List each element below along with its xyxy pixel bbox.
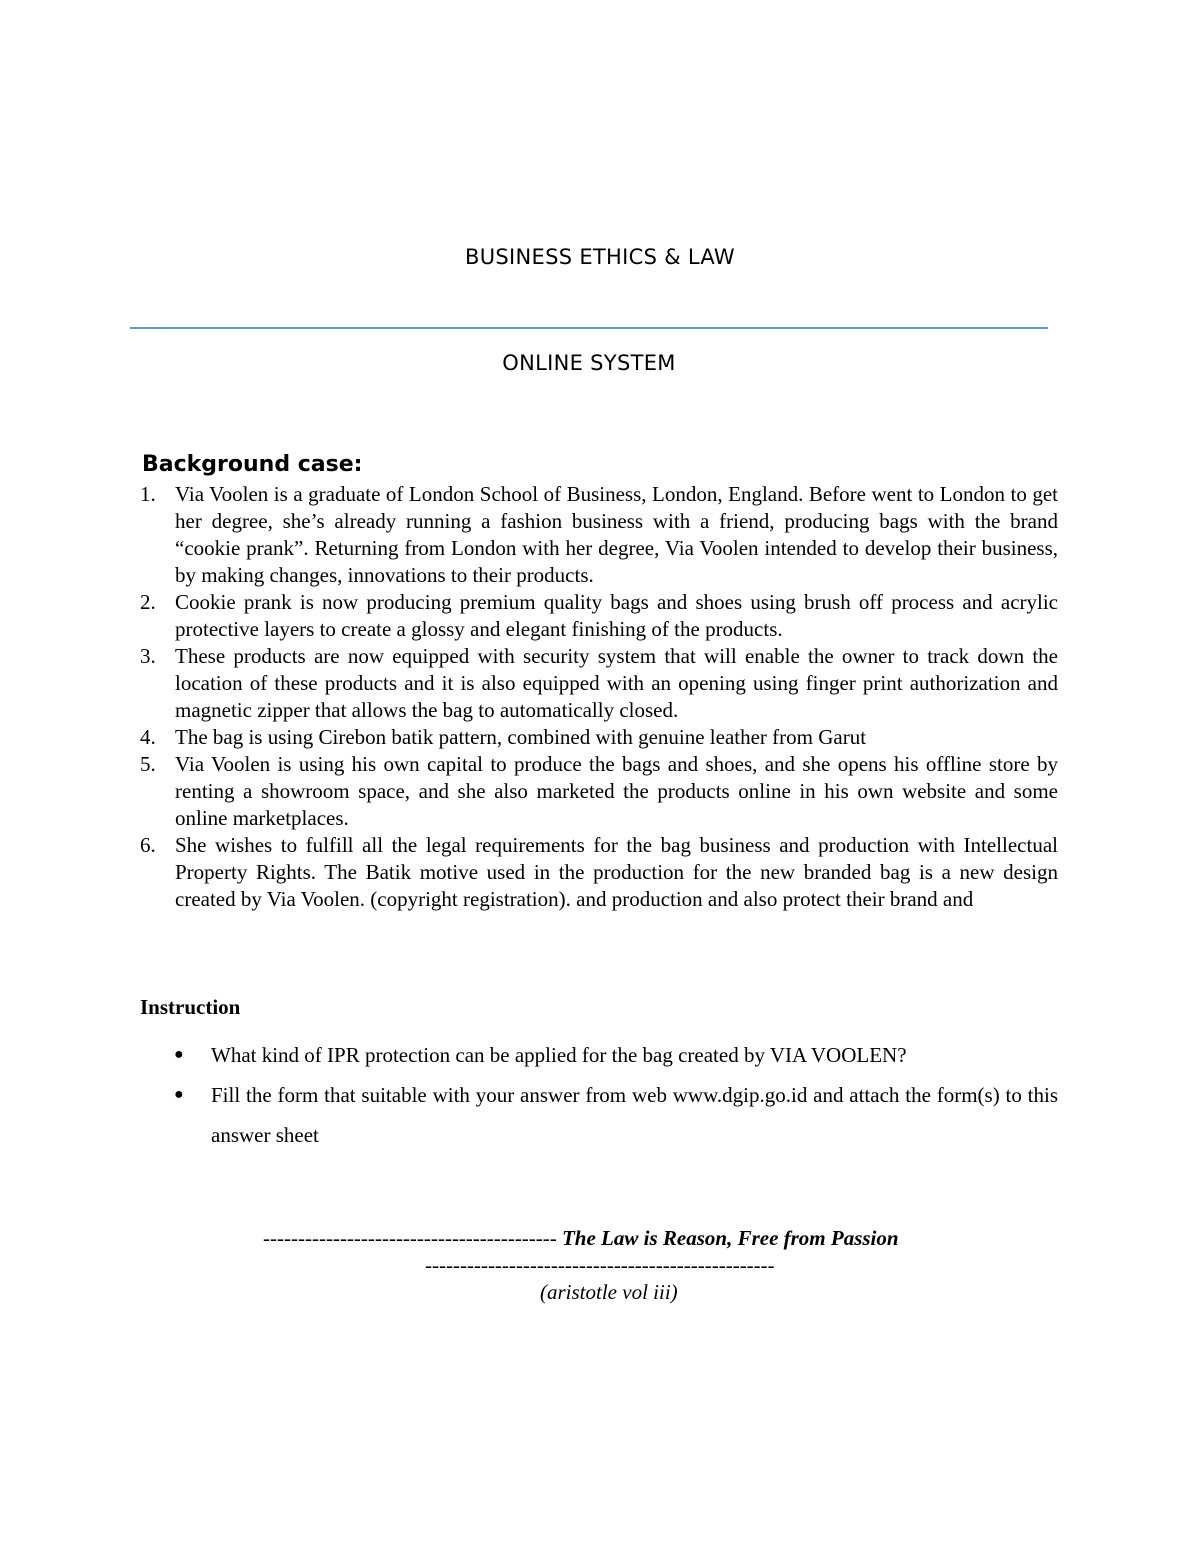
list-item	[140, 481, 1058, 589]
list-item	[140, 832, 1058, 913]
instruction-text: Fill the form that suitable with your answer from web www.dgip.go.id and attach the form(s) to this answer sheet	[211, 1083, 1058, 1147]
list-item-number: 2.	[140, 590, 156, 614]
background-list	[140, 481, 1058, 913]
list-item-text: Via Voolen is using his own capital to produce the bags and shoes, and she opens his offline store by renting a showroom space, and she also marketed the products online in his own website and some online marketplaces.	[175, 752, 1058, 830]
list-item	[140, 589, 1058, 643]
instruction-item	[140, 1075, 1058, 1155]
bullet-icon: ●	[174, 1046, 184, 1063]
list-item-text: The bag is using Cirebon batik pattern, combined with genuine leather from Garut	[175, 725, 867, 749]
instruction-heading: Instruction	[140, 995, 241, 1019]
list-item-number: 5.	[140, 752, 156, 776]
list-item-number: 6.	[140, 833, 156, 857]
title-divider	[130, 327, 1048, 329]
list-item-number: 4.	[140, 725, 156, 749]
list-item	[140, 724, 1058, 751]
bullet-icon: ●	[174, 1086, 184, 1103]
motto-dashes: ------------------------------------------	[263, 1226, 557, 1250]
list-item	[140, 751, 1058, 832]
motto-dashes-line: --------------------------------------------------	[425, 1253, 775, 1277]
list-item	[140, 643, 1058, 724]
motto-line	[263, 1226, 899, 1251]
list-item-text: Via Voolen is a graduate of London School of Business, London, England. Before went to London to get her degree, she’s already running a fashion business with a friend, producing bags with the brand “cookie prank”. Returning from London with her degree, Via Voolen intended to develop their business, by making changes, innovations to their products.	[175, 482, 1058, 587]
background-heading: Background case:	[142, 452, 363, 477]
document-subtitle: ONLINE SYSTEM	[502, 351, 676, 375]
instruction-list	[140, 1035, 1058, 1155]
list-item-text: Cookie prank is now producing premium quality bags and shoes using brush off process and acrylic protective layers to create a glossy and elegant finishing of the products.	[175, 590, 1058, 641]
list-item-text: She wishes to fulfill all the legal requirements for the bag business and production with Intellectual Property Rights. The Batik motive used in the production for the new branded bag is a new design created by Via Voolen. (copyright registration). and production and also protect their brand and	[175, 833, 1058, 911]
list-item-text: These products are now equipped with security system that will enable the owner to track down the location of these products and it is also equipped with an opening using finger print authorization and magnetic zipper that allows the bag to automatically closed.	[175, 644, 1058, 722]
list-item-number: 1.	[140, 482, 156, 506]
instruction-item	[140, 1035, 1058, 1075]
motto-attribution: (aristotle vol iii)	[540, 1280, 678, 1304]
instruction-text: What kind of IPR protection can be applied for the bag created by VIA VOOLEN?	[211, 1043, 907, 1067]
document-title: BUSINESS ETHICS & LAW	[465, 245, 735, 269]
list-item-number: 3.	[140, 644, 156, 668]
motto-text: The Law is Reason, Free from Passion	[561, 1226, 899, 1250]
